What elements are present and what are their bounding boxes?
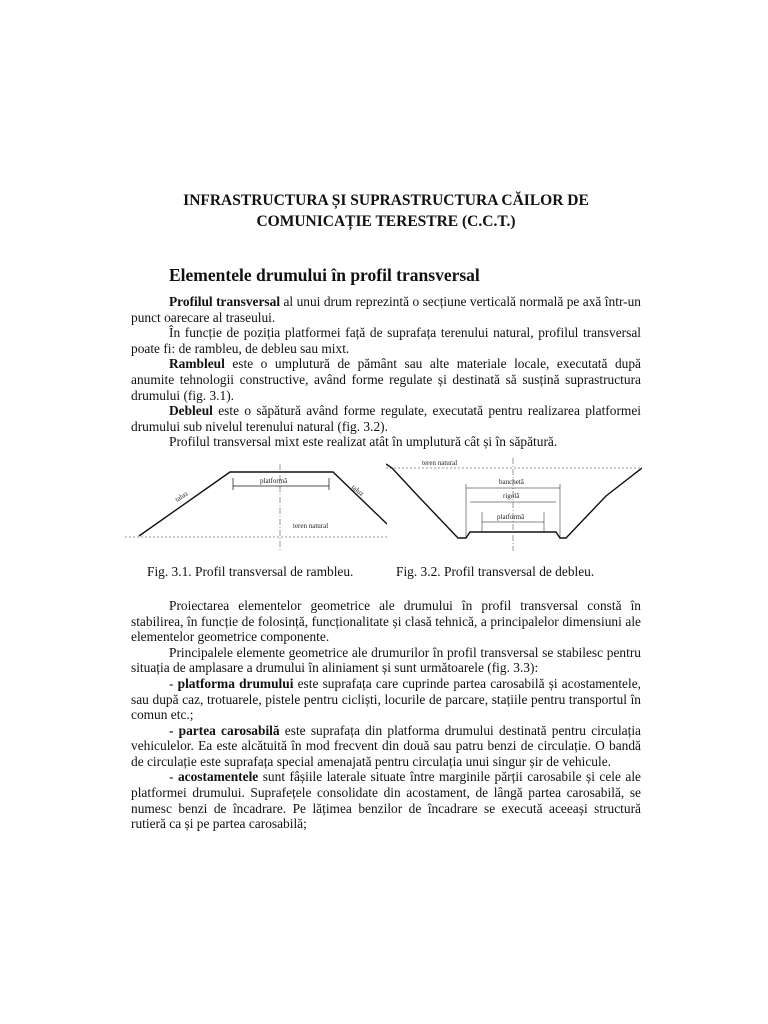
paragraph-text: este suprafața care cuprinde partea carosabilă și acostamentele, sau după caz, trotuarele, pistele pentru cicliști, locurile de parcare, stațiile pentru transportul în comun etc.; (131, 675, 641, 723)
figure-caption-1: Fig. 3.1. Profil transversal de rambleu. (147, 563, 354, 579)
paragraph (131, 294, 641, 325)
paragraph-text: este suprafața din platforma drumului destinată pentru circulația vehiculelor. Ea este alcătuită în mod frecvent din două sau patru benzi de circulație. O bandă de circulație este suprafața special amenajată pentru circulația unui singur șir de vehicule. (131, 722, 641, 769)
paragraph-text: este o săpătură având forme regulate, executată pentru realizarea platformei drumului sub nivelul terenului natural (fig. 3.2). (131, 403, 641, 434)
figure-cutting (386, 456, 642, 552)
figure-embankment (125, 456, 387, 552)
bold-term: platforma drumului (177, 675, 294, 691)
label-platform: platformă (497, 512, 525, 521)
list-dash: - (169, 675, 178, 691)
figures-row (131, 456, 641, 594)
list-item (131, 769, 641, 831)
label-bench: banchetă (499, 477, 524, 486)
bold-term: acostamentele (177, 769, 259, 785)
paragraph-text: Profilul transversal mixt este realizat atât în umplutură cât și în săpătură. (169, 434, 558, 450)
label-platform: platformă (260, 476, 288, 485)
bold-term: Debleul (169, 403, 213, 419)
title-line-1: INFRASTRUCTURA ȘI SUPRASTRUCTURA CĂILOR DE (183, 192, 589, 209)
label-ground: teren natural (422, 458, 458, 467)
paragraph-text: al unui drum reprezintă o secțiune verticală normală pe axă într-un punct oarecare al traseului. (131, 294, 641, 325)
paragraph-text: Proiectarea elementelor geometrice ale drumului în profil transversal constă în stabilirea, în funcție de folosință, funcționalitate și clasă tehnică, a principalelor dimensiuni ale elementelor geometrice componente. (131, 597, 641, 645)
document-page (131, 190, 641, 832)
label-ground: teren natural (293, 521, 329, 530)
bold-term: - partea carosabilă (169, 722, 280, 738)
paragraph (131, 325, 641, 356)
paragraph (131, 434, 641, 450)
paragraph (131, 598, 641, 645)
list-item (131, 676, 641, 723)
label-taluz-right: taluz (349, 483, 366, 498)
paragraph-text: În funcție de poziția platformei față de suprafața terenului natural, profilul transversal poate fi: de rambleu, de debleu sau mixt. (131, 325, 641, 356)
paragraph-text: Principalele elemente geometrice ale drumurilor în profil transversal se stabilesc pentru situația de amplasare a drumului în aliniament și sunt următoarele (fig. 3.3): (131, 644, 641, 676)
list-item (131, 723, 641, 770)
paragraph (131, 403, 641, 434)
document-title (131, 190, 641, 232)
paragraph (131, 356, 641, 403)
title-line-2: COMUNICAȚIE TERESTRE (C.C.T.) (256, 213, 516, 230)
figure-caption-2: Fig. 3.2. Profil transversal de debleu. (396, 563, 595, 579)
paragraph-text: sunt fâșiile laterale situate între marginile părții carosabile și cele ale platformei drumului. Suprafețele consolidate din acostament, de lângă partea carosabilă, se numesc benzi de încadrare. Pe lățimea benzilor de încadrare se execută aceeași structură rutieră ca și pe partea carosabilă; (131, 769, 641, 832)
list-dash: - (169, 769, 178, 785)
cutting-outline (386, 464, 642, 538)
paragraphs-bottom (131, 598, 641, 832)
paragraph-text: este o umplutură de pământ sau alte materiale locale, executată după anumite tehnologii constructive, având forme regulate și destinată să susțină suprastructura drumului (fig. 3.1). (131, 356, 641, 403)
bold-term: Rambleul (169, 356, 225, 372)
paragraphs-top (131, 294, 641, 450)
label-taluz-left: taluz (173, 489, 190, 504)
section-heading: Elementele drumului în profil transversal (169, 265, 480, 285)
label-ditch: rigolă (503, 491, 520, 500)
paragraph (131, 645, 641, 676)
bold-term: Profilul transversal (169, 294, 281, 309)
